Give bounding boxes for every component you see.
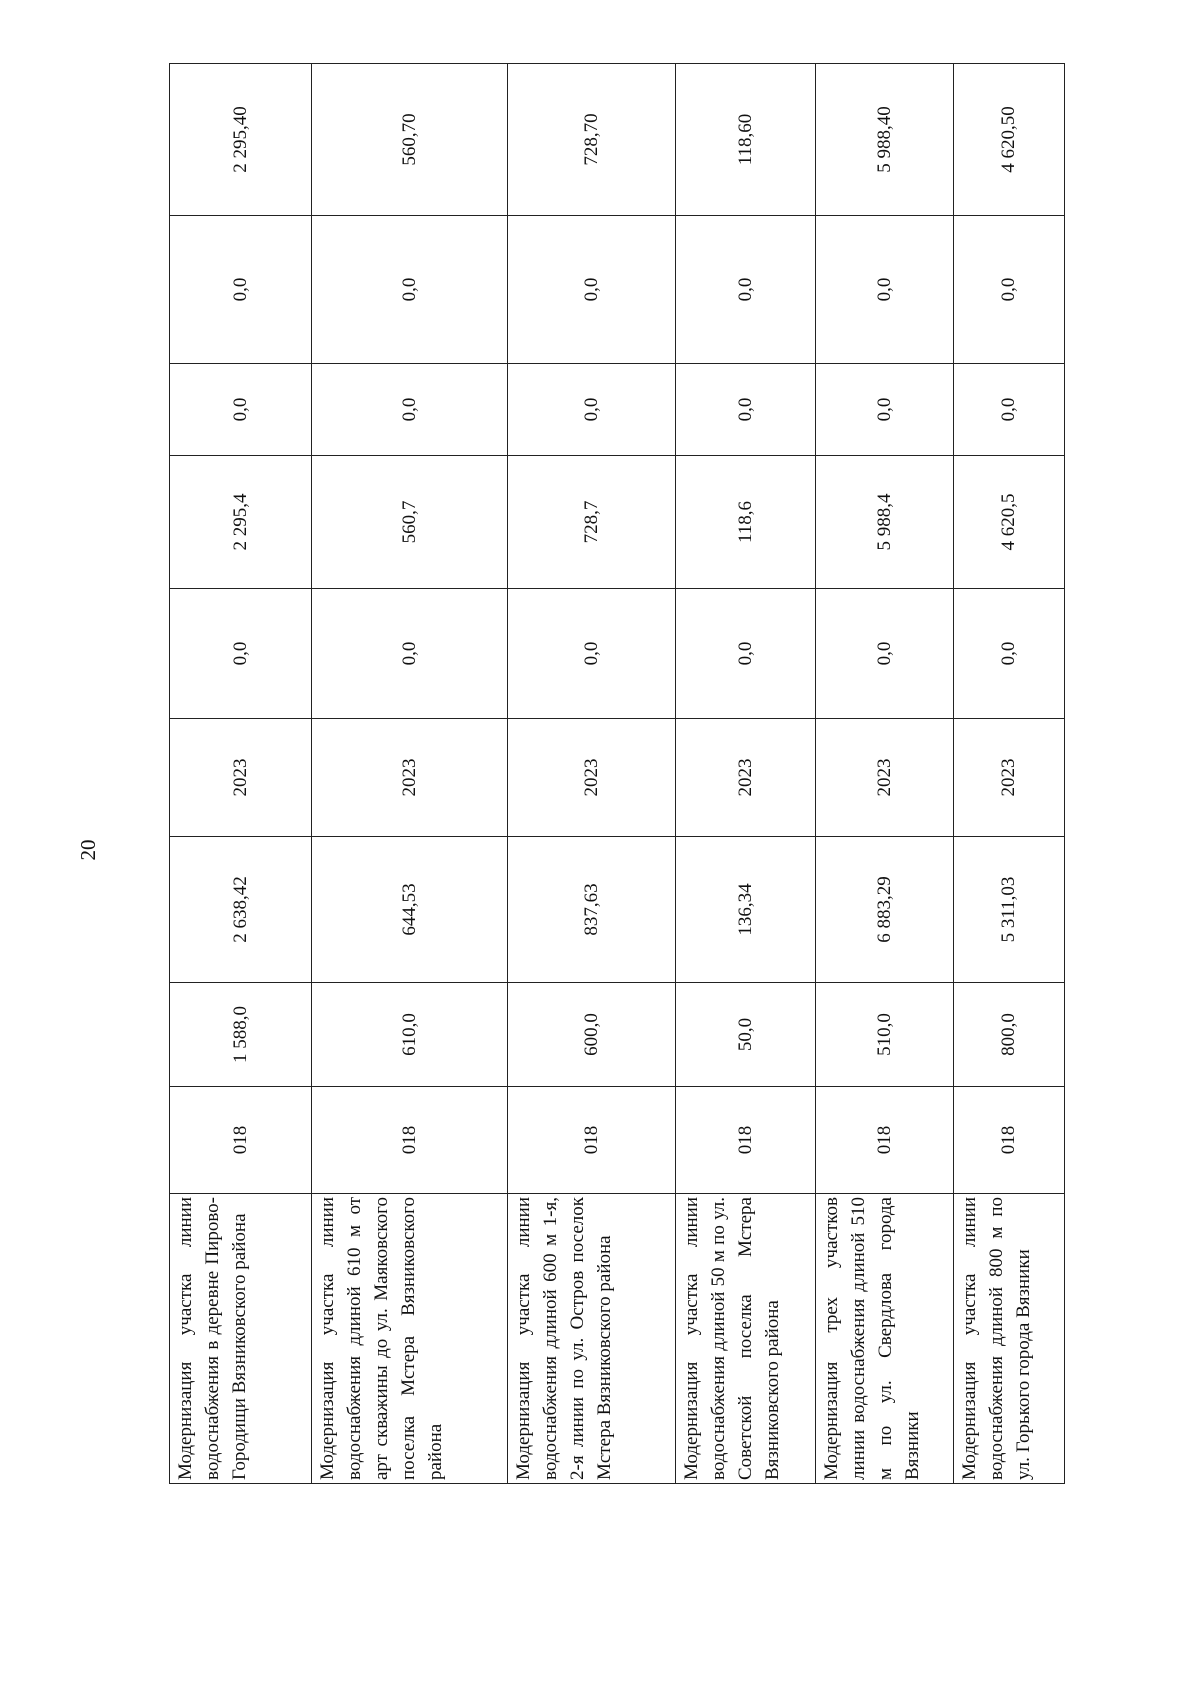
row-value-2: 118,6 [676,456,816,589]
table-row [676,64,816,1484]
row-total: 5 988,40 [816,64,954,216]
row-cost: 837,63 [508,837,676,983]
row-code: 018 [170,1087,312,1194]
row-year: 2023 [954,719,1065,837]
row-value-3: 0,0 [816,364,954,456]
row-value-3: 0,0 [676,364,816,456]
row-value-4: 0,0 [816,216,954,364]
row-year: 2023 [508,719,676,837]
row-cost: 5 311,03 [954,837,1065,983]
row-value-3: 0,0 [508,364,676,456]
row-code: 018 [508,1087,676,1194]
row-value-1: 0,0 [676,589,816,719]
row-length: 50,0 [676,983,816,1087]
table-row [954,64,1065,1484]
row-year: 2023 [676,719,816,837]
row-length: 510,0 [816,983,954,1087]
row-value-2: 728,7 [508,456,676,589]
row-cost: 136,34 [676,837,816,983]
table-container [169,64,1064,1484]
row-description: Модернизация трех участков линии водоснабжения длиной 510 м по ул. Свердлова города Вязники [816,1194,954,1484]
page-number: 20 [76,839,100,861]
table-row [170,64,312,1484]
row-code: 018 [312,1087,508,1194]
row-value-3: 0,0 [312,364,508,456]
row-value-4: 0,0 [312,216,508,364]
row-value-3: 0,0 [954,364,1065,456]
row-total: 2 295,40 [170,64,312,216]
row-value-2: 4 620,5 [954,456,1065,589]
row-value-1: 0,0 [170,589,312,719]
row-value-4: 0,0 [676,216,816,364]
row-total: 560,70 [312,64,508,216]
table-row [508,64,676,1484]
row-total: 118,60 [676,64,816,216]
program-table [169,63,1065,1484]
row-cost: 6 883,29 [816,837,954,983]
table-row [312,64,508,1484]
row-value-1: 0,0 [508,589,676,719]
row-description: Модернизация участка линии водоснабжения длиной 600 м 1-я, 2-я линии по ул. Остров поселок Мстера Вязниковского района [508,1194,676,1484]
row-code: 018 [676,1087,816,1194]
row-code: 018 [816,1087,954,1194]
row-total: 728,70 [508,64,676,216]
row-value-1: 0,0 [954,589,1065,719]
row-total: 4 620,50 [954,64,1065,216]
row-value-4: 0,0 [954,216,1065,364]
row-value-2: 5 988,4 [816,456,954,589]
row-length: 610,0 [312,983,508,1087]
row-value-2: 2 295,4 [170,456,312,589]
row-value-4: 0,0 [508,216,676,364]
row-value-3: 0,0 [170,364,312,456]
row-cost: 2 638,42 [170,837,312,983]
row-year: 2023 [170,719,312,837]
row-cost: 644,53 [312,837,508,983]
row-description: Модернизация участка линии водоснабжения длиной 800 м по ул. Горького города Вязники [954,1194,1065,1484]
row-code: 018 [954,1087,1065,1194]
row-year: 2023 [816,719,954,837]
row-length: 600,0 [508,983,676,1087]
row-length: 1 588,0 [170,983,312,1087]
row-value-1: 0,0 [312,589,508,719]
row-description: Модернизация участка линии водоснабжения длиной 50 м по ул. Советской поселка Мстера Вязниковского района [676,1194,816,1484]
row-length: 800,0 [954,983,1065,1087]
row-value-1: 0,0 [816,589,954,719]
row-description: Модернизация участка линии водоснабжения длиной 610 м от арт скважины до ул. Маяковского поселка Мстера Вязниковского района [312,1194,508,1484]
row-year: 2023 [312,719,508,837]
row-description: Модернизация участка линии водоснабжения в деревне Пирово-Городищи Вязниковского района [170,1194,312,1484]
row-value-2: 560,7 [312,456,508,589]
row-value-4: 0,0 [170,216,312,364]
table-row [816,64,954,1484]
